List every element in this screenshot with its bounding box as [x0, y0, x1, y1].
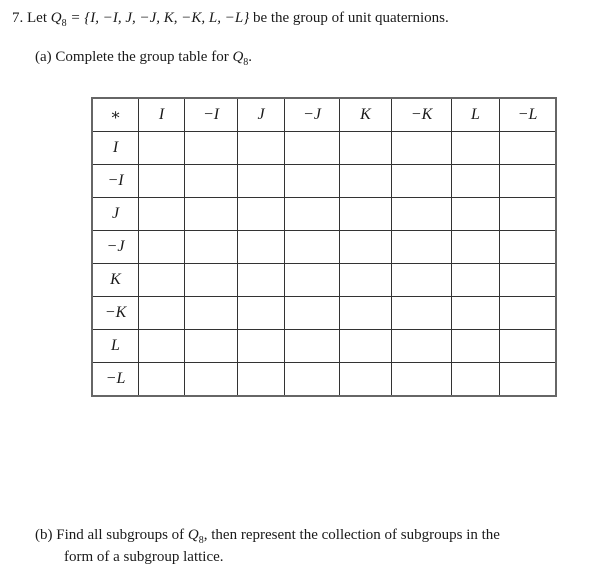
part-b-text-2: , then represent the collection of subgroups in the — [203, 527, 500, 543]
table-row — [92, 165, 556, 198]
column-header: L — [452, 98, 500, 132]
part-b-label: (b) — [35, 527, 53, 543]
problem-number: 7. — [12, 10, 24, 26]
empty-cell[interactable] — [392, 132, 452, 165]
empty-cell[interactable] — [139, 198, 185, 231]
table-row — [92, 363, 556, 397]
empty-cell[interactable] — [285, 165, 340, 198]
empty-cell[interactable] — [238, 231, 285, 264]
empty-cell[interactable] — [238, 330, 285, 363]
empty-cell[interactable] — [238, 198, 285, 231]
empty-cell[interactable] — [238, 165, 285, 198]
empty-cell[interactable] — [238, 297, 285, 330]
column-header: −I — [185, 98, 238, 132]
empty-cell[interactable] — [139, 264, 185, 297]
column-header: I — [139, 98, 185, 132]
column-header: −K — [392, 98, 452, 132]
empty-cell[interactable] — [500, 132, 557, 165]
empty-cell[interactable] — [185, 165, 238, 198]
group-set: = {I, −I, J, −J, K, −K, L, −L} — [70, 10, 250, 26]
group-subscript: 8 — [61, 18, 67, 29]
empty-cell[interactable] — [285, 363, 340, 397]
empty-cell[interactable] — [185, 132, 238, 165]
empty-cell[interactable] — [185, 264, 238, 297]
empty-cell[interactable] — [340, 297, 392, 330]
empty-cell[interactable] — [238, 363, 285, 397]
empty-cell[interactable] — [392, 198, 452, 231]
empty-cell[interactable] — [392, 330, 452, 363]
empty-cell[interactable] — [139, 330, 185, 363]
empty-cell[interactable] — [340, 231, 392, 264]
empty-cell[interactable] — [185, 297, 238, 330]
empty-cell[interactable] — [285, 264, 340, 297]
column-header: −L — [500, 98, 557, 132]
empty-cell[interactable] — [285, 132, 340, 165]
empty-cell[interactable] — [340, 330, 392, 363]
empty-cell[interactable] — [185, 198, 238, 231]
empty-cell[interactable] — [500, 363, 557, 397]
empty-cell[interactable] — [500, 297, 557, 330]
empty-cell[interactable] — [139, 363, 185, 397]
group-table — [91, 97, 557, 397]
problem-statement — [12, 10, 449, 29]
empty-cell[interactable] — [139, 231, 185, 264]
group-symbol: Q — [232, 49, 244, 65]
group-subscript: 8 — [198, 535, 204, 546]
empty-cell[interactable] — [139, 132, 185, 165]
empty-cell[interactable] — [139, 297, 185, 330]
empty-cell[interactable] — [500, 330, 557, 363]
column-header: J — [238, 98, 285, 132]
empty-cell[interactable] — [452, 264, 500, 297]
empty-cell[interactable] — [452, 198, 500, 231]
empty-cell[interactable] — [185, 363, 238, 397]
part-b-text-3: form of a subgroup lattice. — [64, 549, 224, 565]
table-row — [92, 264, 556, 297]
empty-cell[interactable] — [392, 264, 452, 297]
part-b — [35, 527, 500, 546]
group-subscript: 8 — [243, 57, 249, 68]
part-b-text-1: Find all subgroups of — [56, 527, 185, 543]
empty-cell[interactable] — [238, 264, 285, 297]
empty-cell[interactable] — [340, 165, 392, 198]
group-symbol: Q — [187, 527, 199, 543]
header-row — [92, 98, 556, 132]
part-b-line-2 — [64, 549, 224, 566]
empty-cell[interactable] — [185, 231, 238, 264]
empty-cell[interactable] — [185, 330, 238, 363]
empty-cell[interactable] — [285, 330, 340, 363]
column-header: K — [340, 98, 392, 132]
empty-cell[interactable] — [392, 297, 452, 330]
empty-cell[interactable] — [500, 231, 557, 264]
empty-cell[interactable] — [500, 198, 557, 231]
empty-cell[interactable] — [285, 231, 340, 264]
row-header: I — [92, 132, 139, 165]
empty-cell[interactable] — [452, 165, 500, 198]
intro-suffix: be the group of unit quaternions. — [252, 10, 449, 26]
operator-cell: ∗ — [92, 98, 139, 132]
empty-cell[interactable] — [392, 231, 452, 264]
column-header: −J — [285, 98, 340, 132]
empty-cell[interactable] — [285, 198, 340, 231]
row-header: J — [92, 198, 139, 231]
row-header: K — [92, 264, 139, 297]
table-row — [92, 231, 556, 264]
row-header: −J — [92, 231, 139, 264]
part-a-label: (a) — [35, 49, 52, 65]
empty-cell[interactable] — [340, 198, 392, 231]
row-header: −L — [92, 363, 139, 397]
empty-cell[interactable] — [500, 264, 557, 297]
row-header: −I — [92, 165, 139, 198]
row-header: −K — [92, 297, 139, 330]
period: . — [248, 49, 253, 65]
empty-cell[interactable] — [452, 363, 500, 397]
table-row — [92, 297, 556, 330]
empty-cell[interactable] — [452, 132, 500, 165]
part-a — [35, 49, 252, 68]
table-row — [92, 198, 556, 231]
empty-cell[interactable] — [500, 165, 557, 198]
part-a-text: Complete the group table for — [55, 49, 229, 65]
empty-cell[interactable] — [238, 132, 285, 165]
empty-cell[interactable] — [285, 297, 340, 330]
table-row — [92, 330, 556, 363]
empty-cell[interactable] — [340, 132, 392, 165]
group-symbol: Q — [50, 10, 62, 26]
empty-cell[interactable] — [452, 297, 500, 330]
intro-prefix: Let — [27, 10, 47, 26]
empty-cell[interactable] — [139, 165, 185, 198]
row-header: L — [92, 330, 139, 363]
empty-cell[interactable] — [340, 264, 392, 297]
empty-cell[interactable] — [452, 231, 500, 264]
empty-cell[interactable] — [452, 330, 500, 363]
table-row — [92, 132, 556, 165]
empty-cell[interactable] — [392, 165, 452, 198]
empty-cell[interactable] — [392, 363, 452, 397]
empty-cell[interactable] — [340, 363, 392, 397]
